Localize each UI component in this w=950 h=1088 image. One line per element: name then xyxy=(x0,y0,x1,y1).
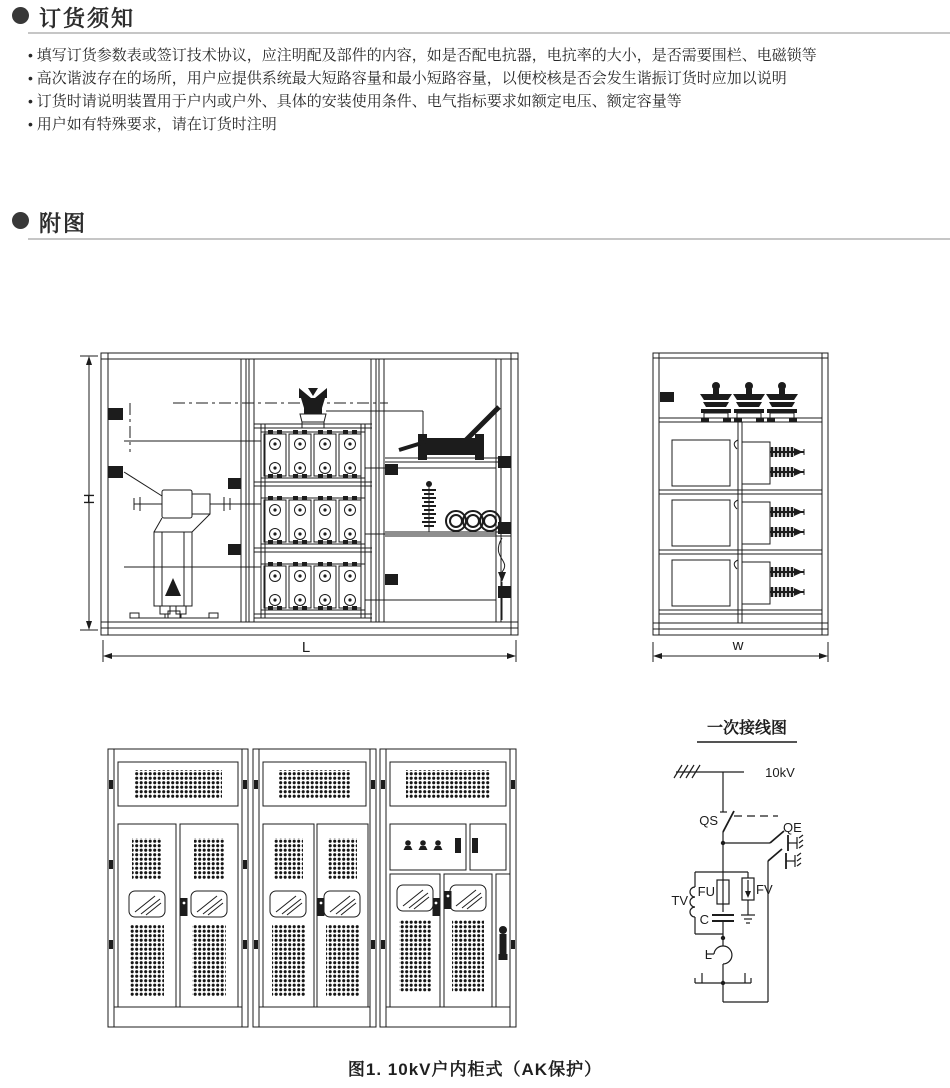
ordering-note: • 用户如有特殊要求，请在订货时注明 xyxy=(28,113,817,136)
figure-front-exterior-view xyxy=(103,740,530,1047)
dim-w-label: w xyxy=(732,637,744,654)
cabinet-3 xyxy=(380,749,516,1027)
top-insulator xyxy=(296,388,330,428)
figure-wiring-diagram xyxy=(650,712,850,1044)
section-title-figures: 附图 xyxy=(39,211,88,236)
earthing-switch-qe xyxy=(725,831,803,869)
supply-symbol xyxy=(674,765,744,778)
mounting-brackets xyxy=(108,408,511,598)
load-switch xyxy=(385,407,511,462)
mounting-bracket xyxy=(660,392,674,402)
section-bullet-icon xyxy=(12,212,29,229)
dim-l-label: L xyxy=(301,639,311,656)
cabinet-2 xyxy=(253,749,376,1027)
junction-dot xyxy=(721,981,725,985)
ordering-note: • 高次谐波存在的场所，用户应提供系统最大短路容量和最小短路容量，以便校核是否会发生谐振订货时应加以说明 xyxy=(28,67,817,90)
section-bullet-icon xyxy=(12,7,29,24)
dimension-h xyxy=(80,356,98,630)
figure-caption: 图1. 10kV户内柜式（AK保护） xyxy=(347,1060,603,1079)
figure-side-view xyxy=(646,346,842,676)
voltage-label: 10kV xyxy=(765,765,795,780)
fv-label: FV xyxy=(756,882,773,897)
cabinet-1 xyxy=(108,749,248,1027)
ordering-note: • 填写订货参数表或签订技术协议，应注明配及部件的内容，如是否配电抗器，电抗率的大小，是否需要围栏、电磁锁等 xyxy=(28,44,817,67)
junction-dot xyxy=(721,841,725,845)
qe-label: QE xyxy=(783,820,802,835)
figure-front-internal-view xyxy=(78,346,530,676)
l-label: L xyxy=(704,947,712,962)
capacitor-tiers xyxy=(659,440,822,614)
transformer xyxy=(130,490,230,622)
ordering-notes-list xyxy=(28,44,817,136)
tv-label: TV xyxy=(671,893,688,908)
disconnector-qs xyxy=(720,772,778,872)
c-label: C xyxy=(699,912,709,927)
ordering-note: • 订货时请说明装置用于户内或户外、具体的安装使用条件、电气指标要求如额定电压、额定容量等 xyxy=(28,90,817,113)
wiring-diagram-title: 一次接线图 xyxy=(706,720,788,737)
section-rule xyxy=(28,238,950,240)
cabinet-frame xyxy=(101,353,518,635)
post-insulators xyxy=(700,382,798,422)
fu-label: FU xyxy=(697,884,715,899)
panel-handle xyxy=(499,926,508,960)
section-title-ordering: 订货须知 xyxy=(39,6,136,31)
section-rule xyxy=(28,32,950,34)
arrester-and-cts xyxy=(385,481,511,620)
bottom-bracket xyxy=(695,973,751,1002)
qs-label: QS xyxy=(699,813,718,828)
capacitor-bank-rack xyxy=(254,424,372,618)
dim-h-label: H xyxy=(81,493,98,505)
